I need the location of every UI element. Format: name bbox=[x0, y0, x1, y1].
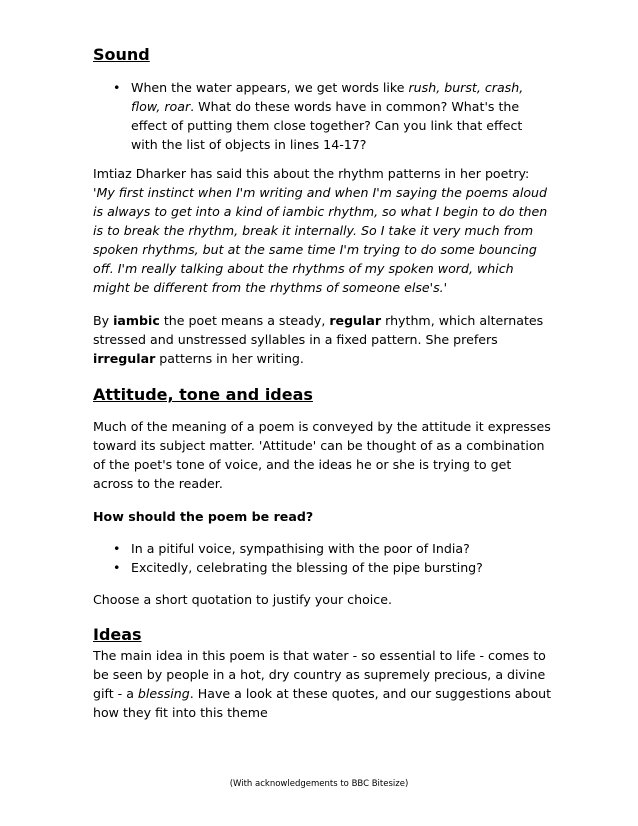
ideas-text-2: . Have a look at these quotes, and our suggestions about how they fit into this theme bbox=[93, 686, 552, 720]
iambic-bold: iambic bbox=[113, 313, 160, 328]
water-words: rush, burst, crash, flow, roar bbox=[131, 80, 524, 114]
sound-bullet-list bbox=[93, 78, 553, 154]
iambic-paragraph bbox=[93, 311, 553, 368]
quotation-instruction: Choose a short quotation to justify your choice. bbox=[93, 592, 392, 607]
ideas-paragraph bbox=[93, 646, 553, 722]
bullet-text-end: . What do these words have in common? What's the effect of putting them close together? Can you link that effect with the list of objects in lines 14-17? bbox=[131, 99, 523, 152]
attitude-paragraph: Much of the meaning of a poem is conveyed by the attitude it expresses toward its subject matter. 'Attitude' can be thought of as a combination of the poet's tone of voice, and the ideas he or she is trying to get across to the reader. bbox=[93, 419, 551, 491]
iambic-text-3: rhythm, which alternates stressed and unstressed syllables in a fixed pattern. She prefers bbox=[93, 313, 544, 347]
reading-question bbox=[93, 507, 553, 526]
iambic-text-1: By bbox=[93, 313, 114, 328]
reading-option: • In a pitiful voice, sympathising with the poor of India? bbox=[93, 539, 553, 558]
attitude-heading: Attitude, tone and ideas bbox=[93, 385, 313, 404]
iambic-text-4: patterns in her writing. bbox=[155, 351, 304, 366]
poet-quote: 'My first instinct when I'm writing and when I'm saying the poems aloud is always to get into a kind of iambic rhythm, so what I begin to do then is to break the rhythm, break it internally. So I take it very much from spoken rhythms, but at the same time I'm trying to do some bouncing off. I'm really talking about the rhythms of my spoken word, which might be different from the rhythms of someone else's.' bbox=[93, 185, 548, 295]
bullet-text-start: When the water appears, we get words like bbox=[131, 80, 409, 95]
sound-bullet bbox=[93, 78, 553, 154]
ideas-text-1: The main idea in this poem is that water - so essential to life - comes to be seen by people in a hot, dry country as supremely precious, a divine gift - a bbox=[93, 648, 546, 701]
sound-heading: Sound bbox=[93, 45, 150, 64]
document-page bbox=[93, 44, 553, 722]
reading-question-text: How should the poem be read? bbox=[93, 509, 314, 524]
blessing-word: blessing bbox=[137, 686, 190, 701]
rhythm-intro: Imtiaz Dharker has said this about the rhythm patterns in her poetry: bbox=[93, 166, 530, 181]
iambic-text-2: the poet means a steady, bbox=[159, 313, 330, 328]
reading-options bbox=[93, 539, 553, 577]
regular-bold: regular bbox=[329, 313, 382, 328]
ideas-heading: Ideas bbox=[93, 625, 142, 644]
acknowledgement-footer: (With acknowledgements to BBC Bitesize) bbox=[229, 779, 409, 789]
reading-option: • Excitedly, celebrating the blessing of the pipe bursting? bbox=[93, 558, 553, 577]
irregular-bold: irregular bbox=[93, 351, 156, 366]
